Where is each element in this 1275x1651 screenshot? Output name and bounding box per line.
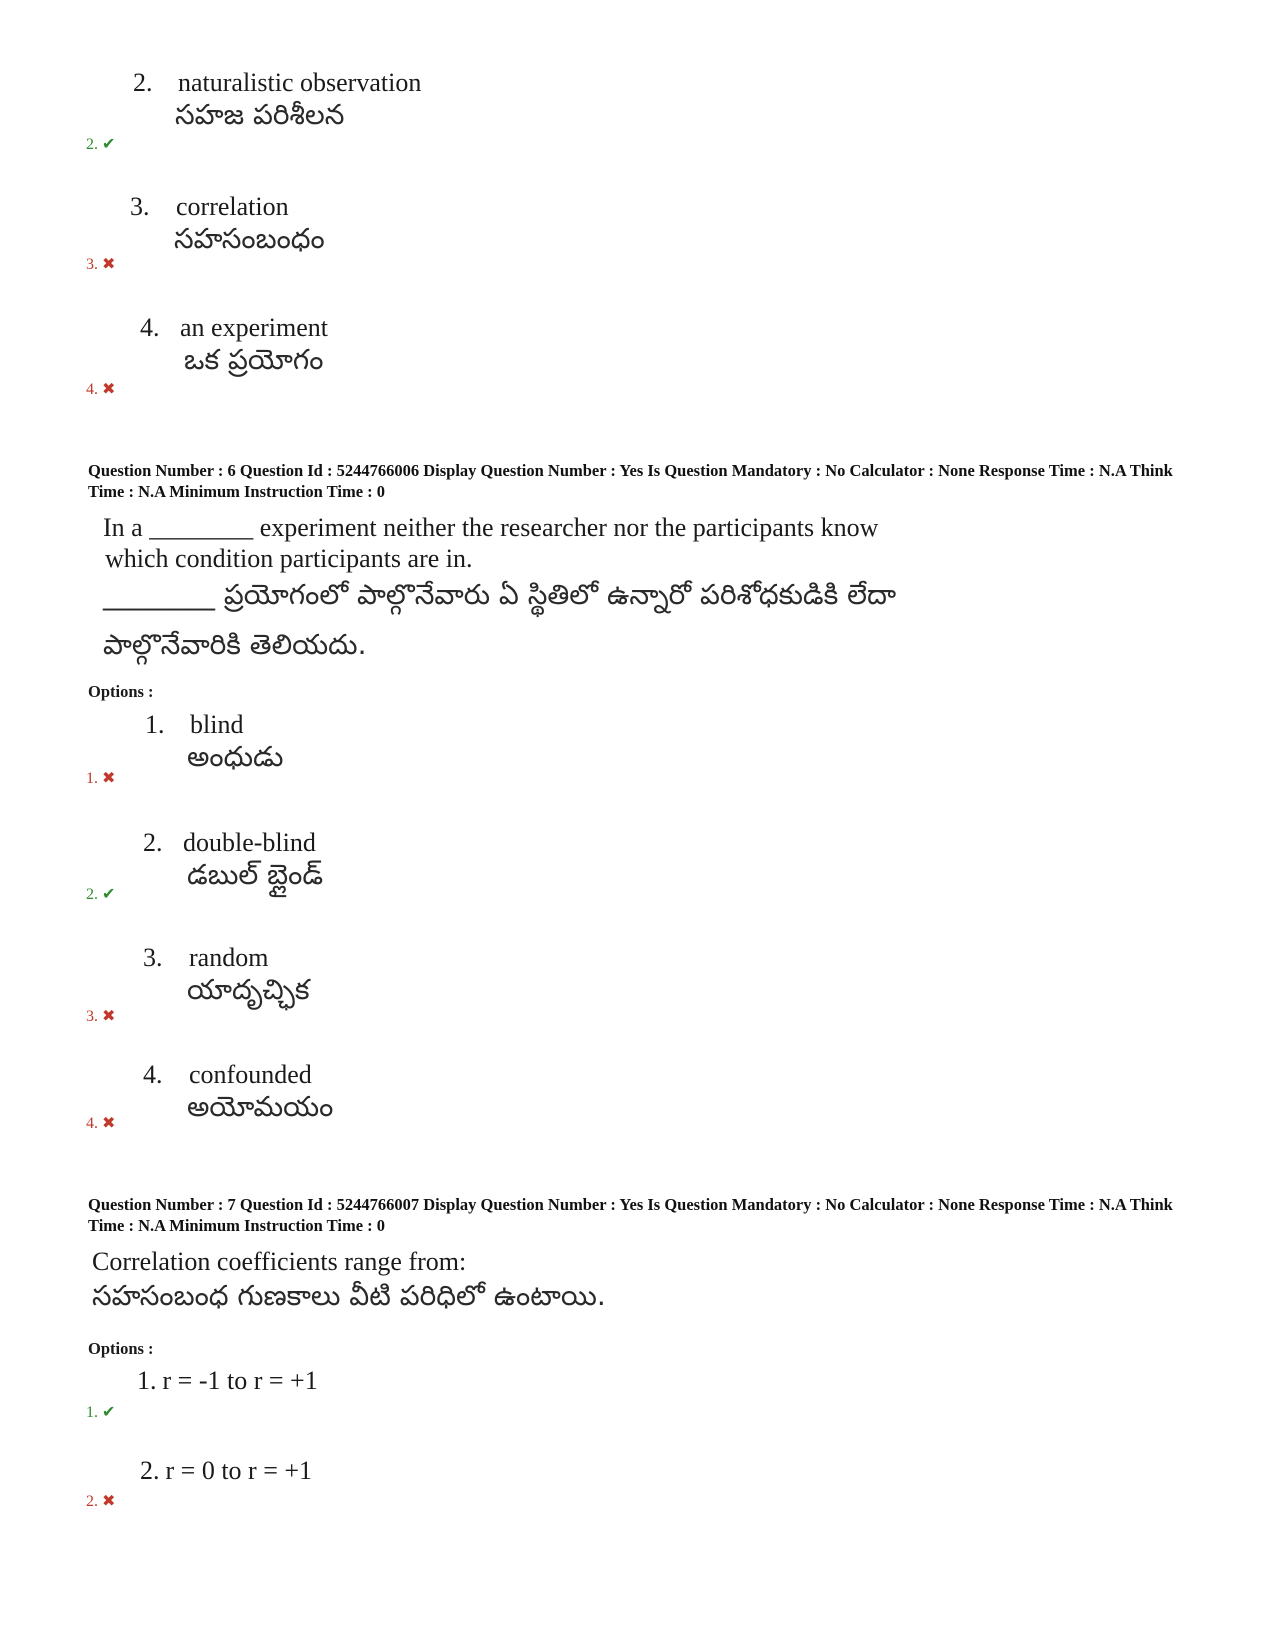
question-meta: Question Number : 6 Question Id : 5244766006 Display Question Number : Yes Is Question Mandatory : No Calculator : None Response Time : N.A Think Time : N.A Minimum Instruction Time : 0 [88,461,1173,501]
cross-icon: ✖ [102,770,116,787]
wrong-mark: 3. ✖ [86,1008,116,1025]
cross-icon: ✖ [102,1493,116,1510]
correct-mark: 2. ✔ [86,136,116,153]
q7-option-1: 1. r = -1 to r = +1 [137,1366,318,1395]
wrong-mark: 1. ✖ [86,770,116,787]
cross-icon: ✖ [102,1115,116,1132]
q7-option-2: 2. r = 0 to r = +1 [140,1456,313,1485]
prev-option-2 [133,68,421,132]
wrong-mark: 4. ✖ [86,381,116,398]
check-icon: ✔ [102,136,116,153]
option-telugu: సహజ పరిశీలన [175,98,345,131]
question-meta: Question Number : 7 Question Id : 5244766007 Display Question Number : Yes Is Question Mandatory : No Calculator : None Response Time : N.A Think Time : N.A Minimum Instruction Time : 0 [88,1195,1173,1235]
cross-icon: ✖ [102,381,116,398]
correct-mark: 1. ✔ [86,1404,116,1421]
wrong-mark: 4. ✖ [86,1115,116,1132]
question-text: Correlation coefficients range from: సహసంబంధ గుణకాలు వీటి పరిధిలో ఉంటాయి. [92,1247,606,1312]
option-telugu: సహసంబంధం [174,222,325,255]
question-text: In a ________ experiment neither the researcher nor the participants know which condition participants are in. ________ ప్రయోగంలో పాల్గొనేవారు ఏ స్థితిలో ఉన్నారో పరిశోధకుడికి లేదా పాల్గొనేవారికి తెలియదు. [103,513,897,661]
prev-option-3: 3. correlation సహసంబంధం [130,192,325,255]
option-text: 2. naturalistic observation [133,68,422,97]
wrong-mark: 3. ✖ [86,256,116,273]
q6-option-3: 3. random యాదృచ్ఛిక [143,943,310,1006]
cross-icon: ✖ [102,1008,116,1025]
option-telugu: ఒక ప్రయోగం [184,343,324,376]
q6-option-1: 1. blind అంధుడు [145,710,284,773]
check-icon: ✔ [102,886,116,903]
cross-icon: ✖ [102,256,116,273]
prev-option-4: 4. an experiment ఒక ప్రయోగం [140,313,328,376]
q6-option-4: 4. confounded అయోమయం [143,1060,334,1123]
q6-option-2: 2. double-blind డబుల్ బ్లైండ్ [143,828,324,891]
wrong-mark: 2. ✖ [86,1493,116,1510]
check-icon: ✔ [102,1404,116,1421]
options-label: Options : [88,1339,154,1358]
options-label: Options : [88,682,154,701]
correct-mark: 2. ✔ [86,886,116,903]
